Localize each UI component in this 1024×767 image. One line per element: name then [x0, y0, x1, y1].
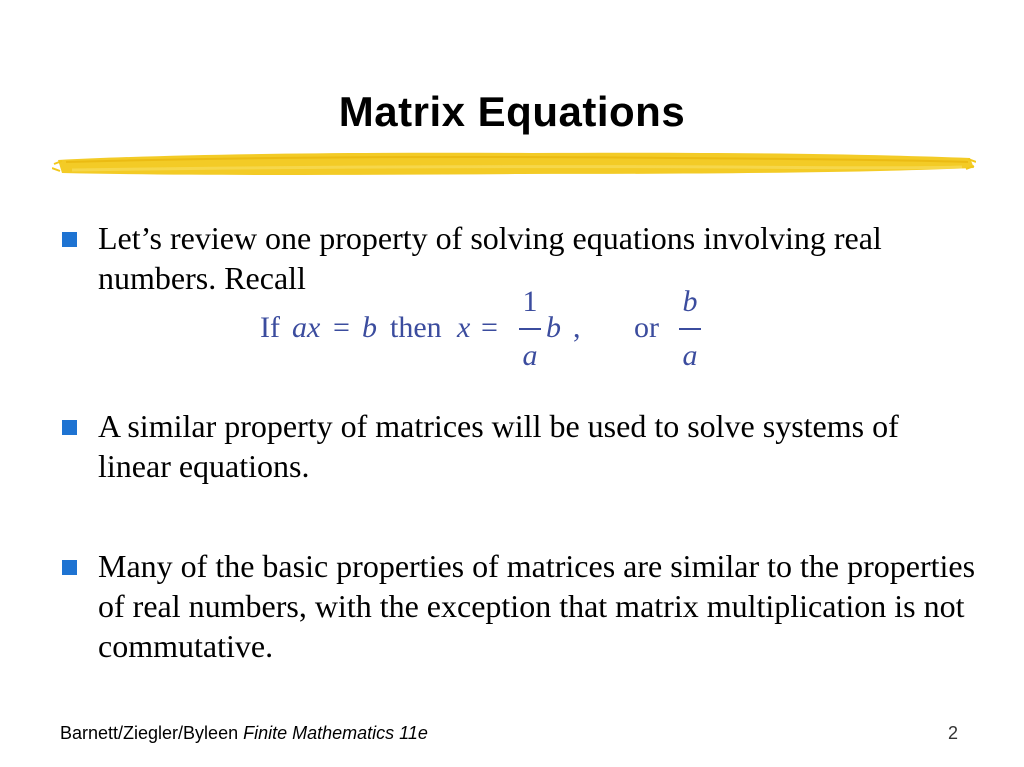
- formula-variable: x: [457, 311, 471, 344]
- formula-rhs: b: [362, 311, 377, 344]
- formula-equals-1: =: [333, 311, 350, 344]
- slide-title: Matrix Equations: [338, 88, 686, 135]
- footer-citation: [60, 722, 428, 744]
- formula-or: or: [634, 311, 659, 344]
- bullet-text: Let’s review one property of solving equations involving real numbers. Recall: [98, 220, 882, 296]
- footer-book-title: Finite Mathematics 11e: [243, 723, 428, 743]
- formula-equals-2: =: [481, 311, 498, 344]
- fraction-numerator: b: [682, 285, 698, 318]
- fraction-bar: [679, 328, 701, 330]
- fraction-numerator: 1: [522, 285, 538, 318]
- page-number: 2: [947, 723, 958, 743]
- formula-comma: ,: [573, 311, 581, 344]
- title-underline-highlight: [52, 146, 976, 182]
- formula-times-b: b: [546, 311, 561, 344]
- formula-then: then: [390, 311, 442, 344]
- fraction-denominator: a: [522, 339, 538, 372]
- square-bullet-icon: [62, 232, 77, 247]
- bullet-text: Many of the basic properties of matrices are similar to the properties of real numbers, with the exception that matrix multiplication is not commutative.: [98, 548, 976, 664]
- square-bullet-icon: [62, 420, 77, 435]
- fraction-bar: [519, 328, 541, 330]
- bullet-text: A similar property of matrices will be used to solve systems of linear equations.: [98, 408, 899, 484]
- footer-authors: Barnett/Ziegler/Byleen: [60, 723, 239, 743]
- fraction-denominator: a: [682, 339, 698, 372]
- formula-lhs: ax: [292, 311, 321, 344]
- formula-if: If: [260, 311, 280, 344]
- square-bullet-icon: [62, 560, 77, 575]
